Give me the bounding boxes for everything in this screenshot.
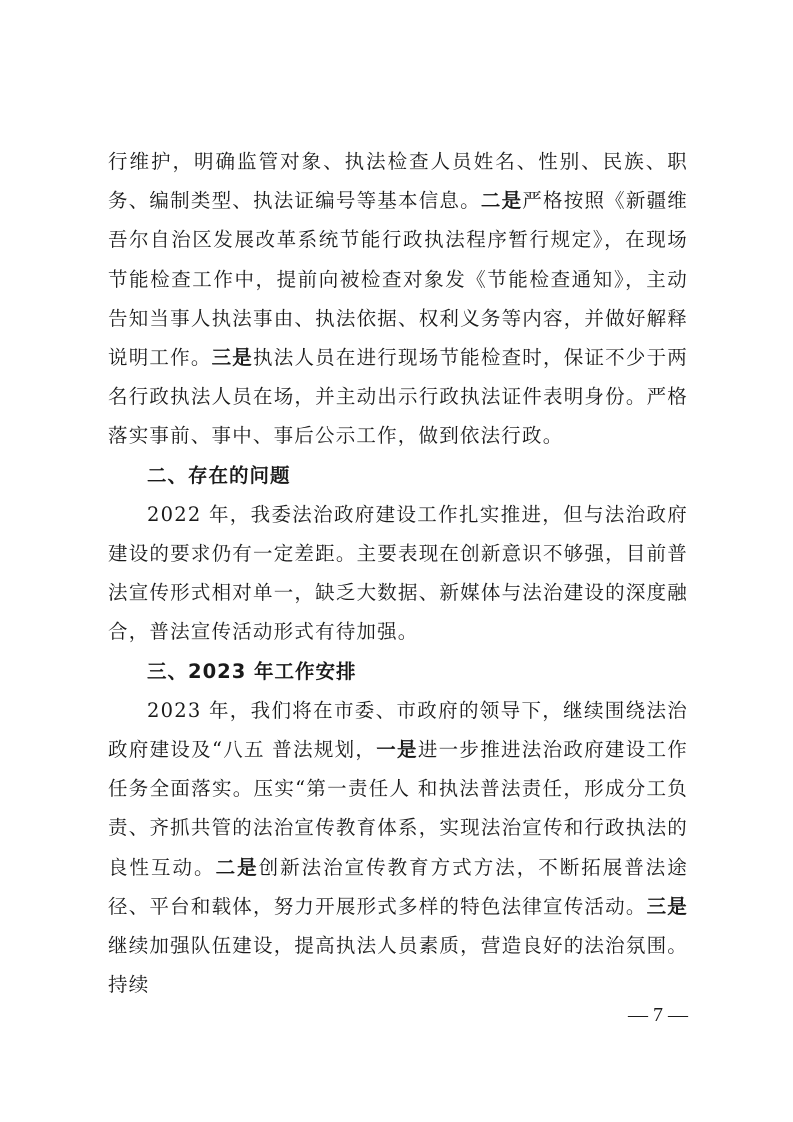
- paragraph-text: 创新法治宣传教育方式方法，不断拓展普法途径、平台和载体，努力开展形式多样的特色法律宣传活动。: [108, 855, 688, 918]
- paragraph-text: 2023 年，我们将在市委、市政府的领导下，继续围绕法治政府建设及“八五 普法规划，: [108, 698, 688, 762]
- emphasis-third: 三是: [211, 346, 254, 370]
- paragraph-text: 继续加强队伍建设，提高执法人员素质，营造良好的法治氛围。持续: [108, 934, 688, 997]
- section-heading-plan: 三、2023 年工作安排: [147, 659, 357, 683]
- paragraph-text: 行维护，明确监管对象、执法检查人员姓名、性别、民族、职务、编制类型、执法证编号等基本信息。: [108, 150, 688, 213]
- emphasis-first: 一是: [376, 738, 418, 762]
- paragraph-enforcement: [108, 142, 688, 456]
- section-heading-problems: 二、存在的问题: [147, 463, 291, 487]
- paragraph-problems: 2022 年，我委法治政府建设工作扎实推进，但与法治政府建设的要求仍有一定差距。主要表现在创新意识不够强，目前普法宣传形式相对单一，缺乏大数据、新媒体与法治建设的深度融合，普法宣传活动形式有待加强。: [108, 502, 688, 644]
- emphasis-second: 二是: [215, 855, 259, 879]
- body-text: [108, 142, 688, 1004]
- emphasis-second: 二是: [480, 189, 523, 213]
- emphasis-third: 三是: [646, 894, 688, 918]
- page-number: — 7 —: [628, 1004, 688, 1026]
- paragraph-text: 进一步推进法治政府建设工作任务全面落实。压实“第一责任人 和执法普法责任，形成分工负责、齐抓共管的法治宣传教育体系，实现法治宣传和行政执法的良性互动。: [108, 738, 689, 879]
- paragraph-text: 严格按照《新疆维吾尔自治区发展改革系统节能行政执法程序暂行规定》，在现场节能检查工作中，提前向被检查对象发《节能检查通知》，主动告知当事人执法事由、执法依据、权利义务等内容，并做好解释说明工作。: [108, 189, 688, 370]
- paragraph-text: 执法人员在进行现场节能检查时，保证不少于两名行政执法人员在场，并主动出示行政执法证件表明身份。严格落实事前、事中、事后公示工作，做到依法行政。: [108, 346, 688, 448]
- paragraph-plan: [108, 691, 688, 1005]
